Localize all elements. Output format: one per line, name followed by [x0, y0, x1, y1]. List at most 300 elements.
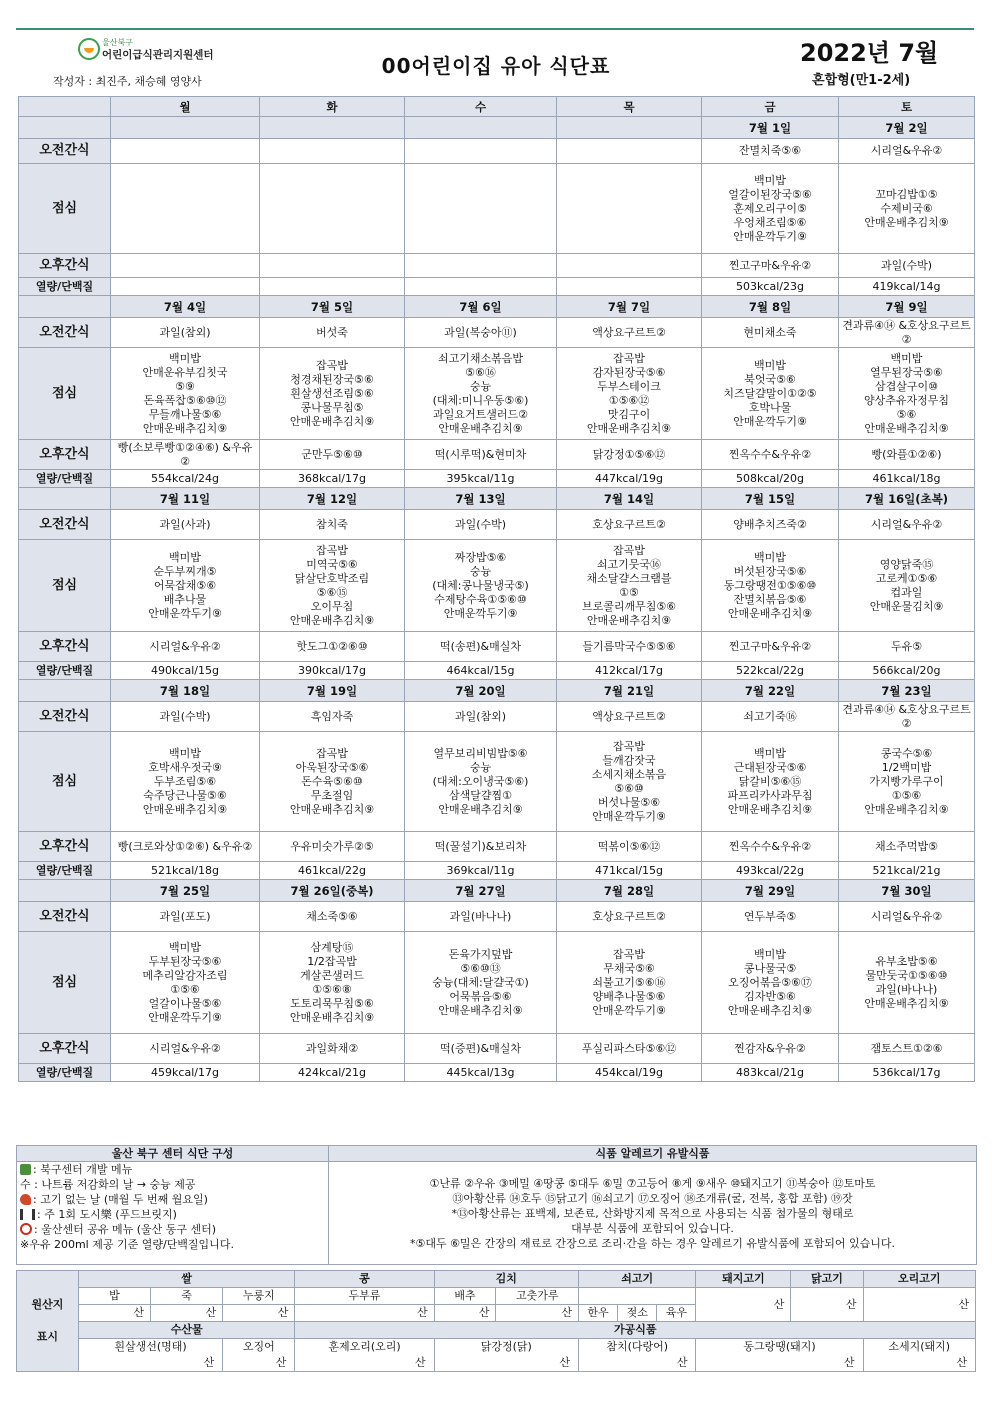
lunch-cell: [702, 348, 839, 440]
lunch-item: 안매운배추김치⑨: [727, 802, 813, 816]
energy-cell: 464kcal/15g: [405, 662, 557, 680]
lunch-item: 얼갈이나물⑤⑥: [148, 996, 222, 1010]
lunch-item: 미역국⑤⑥: [306, 557, 358, 571]
morning-snack-cell: 과일(수박): [111, 702, 260, 732]
lunch-item: 영양닭죽⑮: [879, 557, 934, 571]
afternoon-snack-cell: 푸실리파스타⑤⑥⑫: [557, 1034, 702, 1064]
date-cell: 7월 2일: [839, 117, 975, 139]
lunch-item: 브로콜리깨무침⑤⑥: [581, 599, 677, 613]
day-header: 화: [260, 97, 405, 117]
energy-cell: 508kcal/20g: [702, 470, 839, 488]
morning-snack-cell: 쇠고기죽⑯: [702, 702, 839, 732]
date-cell: 7월 4일: [111, 296, 260, 318]
row-label-lunch: 점심: [19, 164, 111, 254]
lunch-cell: [557, 348, 702, 440]
energy-cell: [405, 278, 557, 296]
lunch-item: 컵과일: [890, 585, 923, 599]
lunch-item: ⑤⑥⑮: [316, 585, 348, 599]
lunch-item: 버섯나물⑤⑥: [597, 795, 661, 809]
lunch-item: 김자반⑤⑥: [744, 989, 796, 1003]
lunch-item: 고로케①⑤⑥: [875, 571, 938, 585]
date-cell: 7월 8일: [702, 296, 839, 318]
lunch-cell: [557, 932, 702, 1034]
row-label-morning: 오전간식: [19, 902, 111, 932]
morning-snack-cell: 참치죽: [260, 510, 405, 540]
energy-cell: 521kcal/21g: [839, 862, 975, 880]
allergen-line: ⑬아황산류 ⑭호두 ⑮닭고기 ⑯쇠고기 ⑰오징어 ⑱조개류(굴, 전복, 홍합 포함) ⑲잣: [452, 1191, 853, 1205]
date-cell: 7월 14일: [557, 488, 702, 510]
energy-cell: 536kcal/17g: [839, 1064, 975, 1082]
lunch-item: 호박나물: [748, 400, 792, 414]
afternoon-snack-cell: [557, 254, 702, 278]
energy-cell: 493kcal/22g: [702, 862, 839, 880]
lunch-item: 백미밥: [754, 947, 786, 961]
lunch-item: (대체:콩나물냉국⑤): [432, 578, 529, 592]
legend-symbol-row: [20, 1162, 325, 1177]
legend-right-title: 식품 알레르기 유발식품: [329, 1146, 977, 1162]
lunch-item: 가지빵가루구이: [869, 774, 944, 788]
lunch-item: 안매운배추김치⑨: [864, 215, 949, 229]
morning-snack-cell: 채소죽⑤⑥: [260, 902, 405, 932]
lunch-item: ①⑤⑥⑧: [312, 982, 352, 996]
date-cell: 7월 5일: [260, 296, 405, 318]
energy-cell: 554kcal/24g: [111, 470, 260, 488]
date-cell: [111, 117, 260, 139]
lunch-item: 유부초밥⑤⑥: [875, 954, 938, 968]
energy-cell: 503kcal/23g: [702, 278, 839, 296]
legend-symbol-row: [20, 1192, 325, 1207]
origin-group-beef: 쇠고기: [578, 1271, 696, 1288]
morning-snack-cell: 과일(참외): [111, 318, 260, 348]
origin-item-chicken: 닭강정(닭) 산: [434, 1339, 578, 1372]
afternoon-snack-cell: 찐옥수수&우유②: [702, 440, 839, 470]
morning-snack-cell: [111, 139, 260, 164]
morning-snack-cell: 견과류④⑭ &호상요구르트②: [839, 702, 975, 732]
date-cell: 7월 16일(초복): [839, 488, 975, 510]
year-month: 2022년 7월: [800, 39, 939, 67]
morning-snack-cell: 흑임자죽: [260, 702, 405, 732]
lunch-item: 소세지채소볶음: [591, 767, 667, 781]
lunch-item: 백미밥: [754, 173, 786, 187]
lunch-item: ⑤⑥⑩⑬: [460, 961, 501, 975]
lunch-item: 안매운유부김칫국: [142, 365, 228, 379]
morning-snack-cell: 잔멸치죽⑤⑥: [702, 139, 839, 164]
lunch-item: 파프리카사과무침: [727, 788, 813, 802]
date-cell: 7월 29일: [702, 880, 839, 902]
lunch-item: 우엉채조림⑤⑥: [733, 215, 807, 229]
lunch-item: 안매운깍두기⑨: [592, 809, 666, 823]
lunch-item: 버섯된장국⑤⑥: [733, 564, 807, 578]
lunch-cell: [557, 540, 702, 632]
lunch-item: 훈제오리구이⑤: [733, 201, 807, 215]
lunch-cell: [111, 348, 260, 440]
origin-sub-cabbage: 배추: [434, 1288, 496, 1305]
lunch-item: 잡곡밥: [613, 947, 645, 961]
origin-group-kimchi: 김치: [434, 1271, 578, 1288]
legend-symbols: [17, 1162, 329, 1265]
energy-cell: 445kcal/13g: [405, 1064, 557, 1082]
allergen-line: 대부분 식품에 포함되어 있습니다.: [571, 1221, 734, 1235]
energy-cell: 390kcal/17g: [260, 662, 405, 680]
lunch-item: 꼬마김밥①⑤: [875, 187, 938, 201]
lunch-item: 삼겹살구이⑩: [875, 379, 938, 393]
lunch-item: 게살콘샐러드: [300, 968, 364, 982]
lunch-item: 어묵볶음⑤⑥: [449, 989, 512, 1003]
afternoon-snack-cell: 채소주먹밥⑤: [839, 832, 975, 862]
lunch-item: 무채국⑤⑥: [603, 961, 655, 975]
lunch-item: 동그랑땡전①⑤⑥⑩: [723, 578, 817, 592]
allergen-line: *⑬아황산류는 표백제, 보존료, 산화방지제 목적으로 사용되는 식품 첨가물의 형태로: [451, 1206, 854, 1220]
lunch-item: 배추나물: [163, 592, 207, 606]
shared-menu-icon: [20, 1223, 32, 1235]
lunch-item: 아욱된장국⑤⑥: [295, 760, 369, 774]
lunch-item: 닭갈비⑤⑥⑮: [738, 774, 802, 788]
lunch-item: 안매운배추김치⑨: [586, 613, 672, 627]
lunch-item: 백미밥: [169, 550, 201, 564]
legend-symbol-text: 수 : 나트륨 저감화의 날 → 숭늉 제공: [20, 1178, 196, 1191]
date-cell: 7월 28일: [557, 880, 702, 902]
origin-sub-beef: [578, 1288, 696, 1305]
origin-val-chicken: 산: [791, 1288, 863, 1322]
origin-group-seafood: 수산물: [78, 1322, 295, 1339]
origin-item-duck: 훈제오리(오리) 산: [295, 1339, 434, 1372]
lunch-item: 잡곡밥: [316, 358, 348, 372]
afternoon-snack-cell: [111, 254, 260, 278]
date-cell: 7월 11일: [111, 488, 260, 510]
afternoon-snack-cell: [260, 254, 405, 278]
lunch-item: 백미밥: [169, 746, 201, 760]
lunch-item: (대체:오이냉국⑤⑥): [432, 774, 529, 788]
day-header: 수: [405, 97, 557, 117]
origin-group-pork: 돼지고기: [696, 1271, 791, 1288]
lunch-cell: [557, 732, 702, 832]
energy-cell: 522kcal/22g: [702, 662, 839, 680]
date-cell: 7월 18일: [111, 680, 260, 702]
origin-beef-dairy: 젖소: [618, 1305, 657, 1322]
origin-item-tuna: 참치(다랑어) 산: [578, 1339, 696, 1372]
date-cell: 7월 25일: [111, 880, 260, 902]
page-title: 00어린이집 유아 식단표: [381, 54, 611, 78]
lunch-cell: [260, 540, 405, 632]
origin-val-duck: 산: [863, 1288, 976, 1322]
afternoon-snack-cell: 찐고구마&우유②: [702, 632, 839, 662]
date-row-corner: [19, 296, 111, 318]
afternoon-snack-cell: 닭강정①⑤⑥⑫: [557, 440, 702, 470]
afternoon-snack-cell: 빵(소보루빵①②④⑥) &우유②: [111, 440, 260, 470]
date-cell: 7월 7일: [557, 296, 702, 318]
lunch-item: 숙주당근나물⑤⑥: [143, 788, 227, 802]
lunch-item: 무들깨나물⑤⑥: [148, 407, 222, 421]
origin-item-donggeurang: 동그랑땡(돼지) 산: [696, 1339, 863, 1372]
morning-snack-cell: 과일(바나나): [405, 902, 557, 932]
lunch-cell: [839, 348, 975, 440]
lunch-item: 1/2백미밥: [881, 760, 932, 774]
lunch-item: 안매운배추김치⑨: [864, 802, 949, 816]
lunch-item: 백미밥: [754, 746, 786, 760]
lunch-cell: [111, 540, 260, 632]
lunch-cell: [702, 540, 839, 632]
date-cell: 7월 12일: [260, 488, 405, 510]
lunch-item: 호박새우젓국⑨: [148, 760, 222, 774]
date-cell: 7월 23일: [839, 680, 975, 702]
lunch-item: 흰살생선조림⑤⑥: [290, 386, 374, 400]
legend-symbol-text: : 울산센터 공유 메뉴 (울산 동구 센터): [34, 1223, 217, 1236]
legend-symbol-row: [20, 1237, 325, 1252]
lunch-item: 안매운배추김치⑨: [438, 802, 523, 816]
afternoon-snack-cell: 빵(크로와상①②⑥) &우유②: [111, 832, 260, 862]
date-cell: 7월 30일: [839, 880, 975, 902]
dev-menu-icon: [20, 1164, 31, 1175]
afternoon-snack-cell: 빵(와플①②⑥): [839, 440, 975, 470]
lunch-item: 안매운깍두기⑨: [443, 606, 518, 620]
legend-symbol-text: : 주 1회 도시樂 (푸드브릿지): [37, 1208, 177, 1221]
lunch-item: 감자된장국⑤⑥: [592, 365, 666, 379]
lunch-item: 백미밥: [754, 550, 786, 564]
lunch-item: 얼갈이된장국⑤⑥: [728, 187, 812, 201]
date-cell: 7월 6일: [405, 296, 557, 318]
lunch-item: 백미밥: [169, 940, 201, 954]
afternoon-snack-cell: 잼토스트①②⑥: [839, 1034, 975, 1064]
lunch-item: 치즈달걀말이①②⑤: [723, 386, 817, 400]
row-label-lunch: 점심: [19, 540, 111, 632]
energy-cell: 447kcal/19g: [557, 470, 702, 488]
lunch-item: 양상추유자정무침: [863, 393, 949, 407]
lunch-cell: [260, 348, 405, 440]
lunch-item: ①⑤⑥: [891, 788, 922, 802]
morning-snack-cell: 양배추치즈죽②: [702, 510, 839, 540]
lunch-cell: [839, 732, 975, 832]
lunch-item: 안매운배추김치⑨: [727, 606, 813, 620]
morning-snack-cell: [260, 139, 405, 164]
energy-cell: 566kcal/20g: [839, 662, 975, 680]
energy-cell: 461kcal/18g: [839, 470, 975, 488]
lunch-item: 잡곡밥: [613, 739, 645, 753]
energy-cell: 471kcal/15g: [557, 862, 702, 880]
legend-symbol-row: [20, 1222, 325, 1237]
lunch-cell: [260, 932, 405, 1034]
morning-snack-cell: 과일(포도): [111, 902, 260, 932]
lunch-item: 양배추나물⑤⑥: [592, 989, 666, 1003]
lunch-item: 안매운깍두기⑨: [148, 1010, 222, 1024]
afternoon-snack-cell: 우유미숫가루②⑤: [260, 832, 405, 862]
afternoon-snack-cell: 핫도그①②⑥⑩: [260, 632, 405, 662]
energy-cell: 424kcal/21g: [260, 1064, 405, 1082]
energy-cell: 368kcal/17g: [260, 470, 405, 488]
lunch-item: 물만둣국①⑤⑥⑩: [865, 968, 948, 982]
legend-symbol-row: [20, 1177, 325, 1192]
energy-cell: 459kcal/17g: [111, 1064, 260, 1082]
morning-snack-cell: 시리얼&우유②: [839, 510, 975, 540]
top-rule: [16, 28, 974, 30]
origin-item-pollock: 흰살생선(명태) 산: [78, 1339, 222, 1372]
lunch-item: 쇠고기채소볶음밥: [437, 351, 523, 365]
lunch-item: 잡곡밥: [316, 746, 348, 760]
origin-item-squid: 오징어 산: [223, 1339, 295, 1372]
lunch-item: 삼색달걀찜①: [449, 788, 512, 802]
energy-cell: [260, 278, 405, 296]
lunch-cell: [405, 348, 557, 440]
lunch-item: (대체:미니우동⑤⑥): [432, 393, 529, 407]
origin-val-pork: 산: [696, 1288, 791, 1322]
afternoon-snack-cell: 찐감자&우유②: [702, 1034, 839, 1064]
afternoon-snack-cell: 찐옥수수&우유②: [702, 832, 839, 862]
origin-val-chili: 산: [496, 1305, 579, 1322]
morning-snack-cell: 과일(수박): [405, 510, 557, 540]
lunch-cell: [702, 732, 839, 832]
lunch-cell: [405, 732, 557, 832]
origin-sub-nurungji: 누룽지: [223, 1288, 295, 1305]
date-cell: 7월 19일: [260, 680, 405, 702]
menu-type: 혼합형(만1-2세): [812, 73, 911, 88]
lunch-cell: [839, 932, 975, 1034]
lunch-cell: [111, 932, 260, 1034]
lunch-cell: [839, 164, 975, 254]
date-row-corner: [19, 488, 111, 510]
origin-table: [16, 1270, 976, 1372]
row-label-lunch: 점심: [19, 932, 111, 1034]
energy-cell: 412kcal/17g: [557, 662, 702, 680]
lunch-cell: [260, 732, 405, 832]
row-label-energy: 열량/단백질: [19, 862, 111, 880]
origin-val-porridge: 산: [151, 1305, 223, 1322]
lunch-item: 안매운배추김치⑨: [438, 1003, 523, 1017]
date-cell: 7월 9일: [839, 296, 975, 318]
lunch-item: 잡곡밥: [316, 543, 348, 557]
lunch-item: 숭늉: [469, 379, 492, 393]
lunch-item: 과일요거트샐러드②: [433, 407, 528, 421]
afternoon-snack-cell: 찐고구마&우유②: [702, 254, 839, 278]
lunch-item: ⑤⑥⑩: [614, 781, 644, 795]
lunch-item: 잡곡밥: [613, 543, 645, 557]
row-label-lunch: 점심: [19, 732, 111, 832]
lunch-cell: [405, 540, 557, 632]
afternoon-snack-cell: 시리얼&우유②: [111, 632, 260, 662]
logo-line1: 울산북구: [102, 38, 133, 47]
lunch-item: 북엇국⑤⑥: [744, 372, 796, 386]
afternoon-snack-cell: 과일화채②: [260, 1034, 405, 1064]
lunch-cell: [839, 540, 975, 632]
lunch-item: ①⑤⑥: [170, 982, 200, 996]
morning-snack-cell: 시리얼&우유②: [839, 139, 975, 164]
morning-snack-cell: 액상요구르트②: [557, 318, 702, 348]
morning-snack-cell: 호상요구르트②: [557, 510, 702, 540]
lunch-item: 안매운물김치⑨: [869, 599, 944, 613]
row-label-morning: 오전간식: [19, 702, 111, 732]
lunch-item: 숭늉: [469, 760, 492, 774]
lunch-item: 오징어볶음⑤⑥⑰: [728, 975, 812, 989]
lunch-item: 과일(바나나): [875, 982, 938, 996]
lunch-item: 콩나물국⑤: [743, 961, 797, 975]
lunch-item: 안매운깍두기⑨: [592, 1003, 666, 1017]
energy-cell: [111, 278, 260, 296]
logo-line2: 어린이급식관리지원센터: [102, 49, 214, 61]
lunch-item: 안매운배추김치⑨: [864, 421, 949, 435]
lunch-item: 채소달걀스크램블: [586, 571, 672, 585]
lunch-item: ⑤⑥⑯: [465, 365, 496, 379]
row-label-afternoon: 오후간식: [19, 632, 111, 662]
row-label-afternoon: 오후간식: [19, 832, 111, 862]
morning-snack-cell: 과일(사과): [111, 510, 260, 540]
lunch-cell: [111, 164, 260, 254]
morning-snack-cell: 호상요구르트②: [557, 902, 702, 932]
date-cell: 7월 1일: [702, 117, 839, 139]
lunch-cell: [405, 932, 557, 1034]
lunch-item: 안매운깍두기⑨: [148, 606, 222, 620]
afternoon-snack-cell: 과일(수박): [839, 254, 975, 278]
legend-symbol-text: : 고기 없는 날 (매월 두 번째 월요일): [33, 1193, 208, 1206]
morning-snack-cell: [405, 139, 557, 164]
date-row-corner: [19, 880, 111, 902]
lunch-cell: [111, 732, 260, 832]
row-label-energy: 열량/단백질: [19, 278, 111, 296]
lunch-item: 돈육가지덮밥: [448, 947, 513, 961]
afternoon-snack-cell: 떡(꿀설기)&보리차: [405, 832, 557, 862]
energy-cell: 369kcal/11g: [405, 862, 557, 880]
legend-table: [16, 1145, 977, 1265]
lunch-item: 두부조림⑤⑥: [153, 774, 217, 788]
lunch-item: 백미밥: [169, 351, 201, 365]
origin-group-bean: 콩: [295, 1271, 434, 1288]
origin-group-processed: 가공식품: [295, 1322, 976, 1339]
lunch-item: 안매운배추김치⑨: [727, 1003, 813, 1017]
allergen-line: *⑤대두 ⑥밀은 간장의 재료로 간장으로 조리·간을 하는 경우 알레르기 유발식품에 포함되어 있습니다.: [409, 1236, 896, 1250]
day-header: 토: [839, 97, 975, 117]
day-header: 목: [557, 97, 702, 117]
date-cell: [260, 117, 405, 139]
lunch-item: 안매운배추김치⑨: [289, 414, 375, 428]
lunch-item: 수제비국⑥: [880, 201, 933, 215]
date-cell: 7월 20일: [405, 680, 557, 702]
lunch-item: 오이무침: [310, 599, 354, 613]
lunch-item: ①⑤: [619, 585, 639, 599]
origin-sub-porridge: 죽: [151, 1288, 223, 1305]
morning-snack-cell: 액상요구르트②: [557, 702, 702, 732]
origin-group-duck: 오리고기: [863, 1271, 976, 1288]
lunch-item: 삼계탕⑮: [310, 940, 354, 954]
date-cell: [405, 117, 557, 139]
energy-cell: [557, 278, 702, 296]
lunch-cell: [557, 164, 702, 254]
date-cell: [557, 117, 702, 139]
energy-cell: 419kcal/14g: [839, 278, 975, 296]
lunch-item: 열무보리비빔밥⑤⑥: [433, 746, 528, 760]
energy-cell: 461kcal/22g: [260, 862, 405, 880]
date-cell: 7월 21일: [557, 680, 702, 702]
afternoon-snack-cell: 들기름막국수⑤⑤⑥: [557, 632, 702, 662]
afternoon-snack-cell: [405, 254, 557, 278]
origin-val-cabbage: 산: [434, 1305, 496, 1322]
day-header: 월: [111, 97, 260, 117]
row-label-morning: 오전간식: [19, 510, 111, 540]
origin-sub-tofu: 두부류: [295, 1288, 434, 1305]
lunch-item: 순두부찌개⑤: [153, 564, 217, 578]
morning-snack-cell: 연두부죽⑤: [702, 902, 839, 932]
energy-cell: 454kcal/19g: [557, 1064, 702, 1082]
no-meat-icon: [20, 1194, 31, 1205]
lunch-item: 무초절임: [310, 788, 354, 802]
row-label-lunch: 점심: [19, 348, 111, 440]
origin-beef-hanwoo: 한우: [578, 1305, 617, 1322]
lunch-item: 안매운깍두기⑨: [733, 229, 807, 243]
lunch-item: ⑤⑨: [175, 379, 195, 393]
lunch-item: 안매운배추김치⑨: [289, 1010, 375, 1024]
lunch-cell: [405, 164, 557, 254]
energy-cell: 395kcal/11g: [405, 470, 557, 488]
date-row-corner: [19, 117, 111, 139]
row-label-morning: 오전간식: [19, 139, 111, 164]
row-label-energy: 열량/단백질: [19, 470, 111, 488]
lunch-item: 쇠불고기⑤⑥⑯: [592, 975, 666, 989]
